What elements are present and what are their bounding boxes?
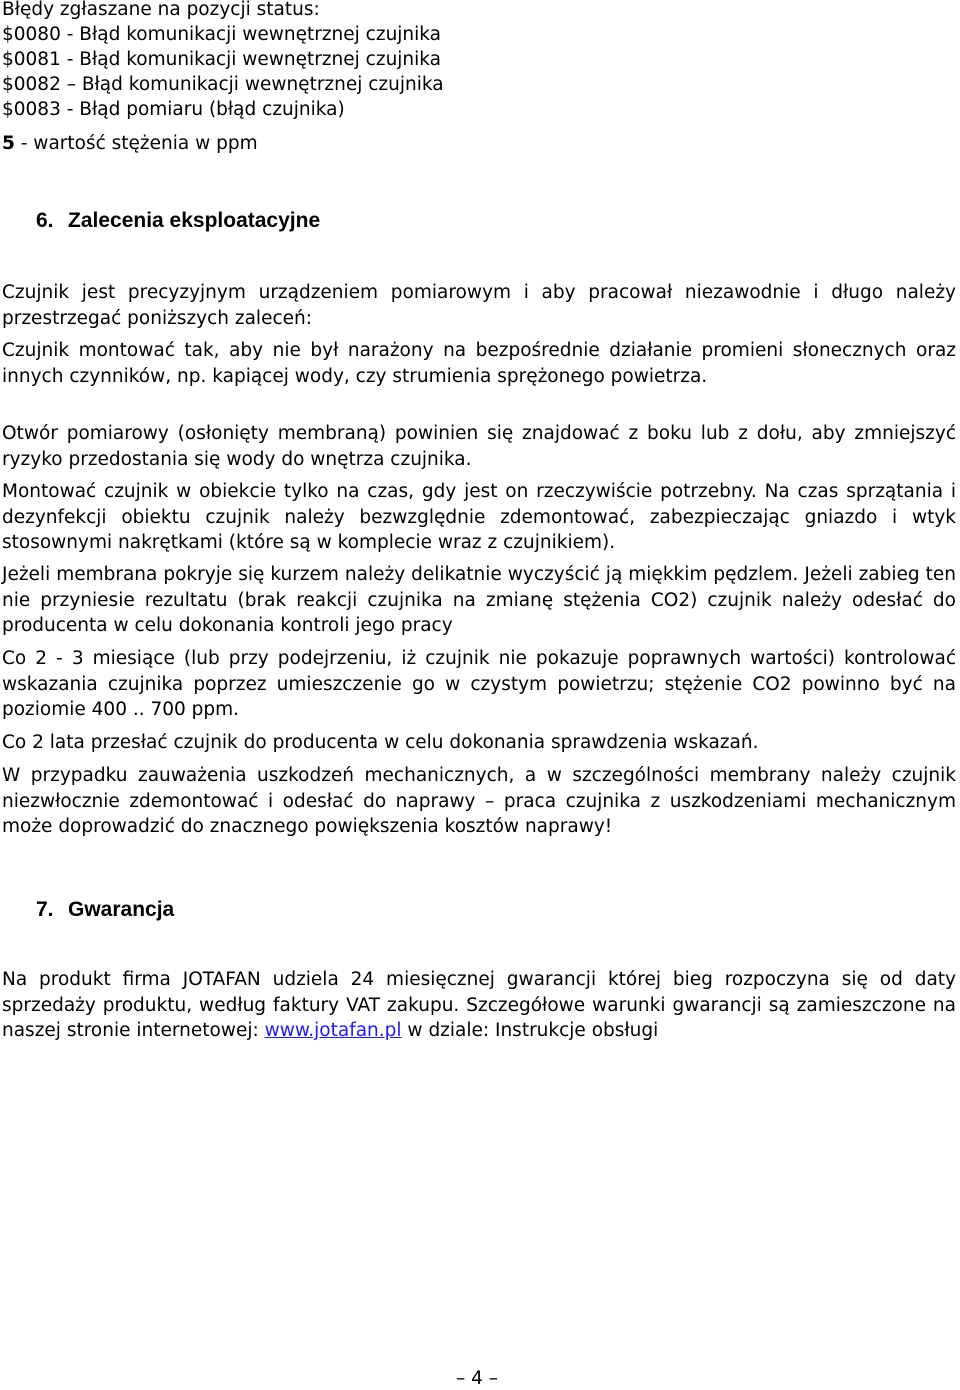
- section-6-paragraph: W przypadku zauważenia uszkodzeń mechanicznych, a w szczególności membrany należy czujnik niezwłocznie zdemontować i odesłać do naprawy – praca czujnika z uszkodzeniami mechanicznym może doprowadzić do znacznego powiększenia kosztów naprawy!: [2, 765, 956, 837]
- section-6-paragraph: Czujnik montować tak, aby nie był narażony na bezpośrednie działanie promieni słonecznych oraz innych czynników, np. kapiącej wody, czy strumienia sprężonego powietrza.: [2, 340, 956, 387]
- status-error-code: $0080 - Błąd komunikacji wewnętrznej czujnika: [2, 24, 442, 45]
- section-6-paragraph: Montować czujnik w obiekcie tylko na czas, gdy jest on rzeczywiście potrzebny. Na czas sprzątania i dezynfekcji obiektu czujnik należy bezwzględnie zdemontować, zabezpieczając gniazdo i wtyk stosownymi nakrętkami (które są w komplecie wraz z czujnikiem).: [2, 481, 956, 553]
- section-6-number: 6.: [36, 209, 54, 232]
- status-error-code: $0081 - Błąd komunikacji wewnętrznej czujnika: [2, 49, 442, 70]
- status-errors-heading: Błędy zgłaszane na pozycji status:: [2, 0, 320, 20]
- section-7-title: Gwarancja: [68, 898, 175, 921]
- section-7-paragraph: [2, 967, 956, 1044]
- section-6-paragraph: Co 2 lata przesłać czujnik do producenta w celu dokonania sprawdzenia wskazań.: [2, 732, 759, 753]
- item-5-text: - wartość stężenia w ppm: [14, 133, 258, 154]
- section-7-heading: [36, 897, 174, 923]
- section-6-heading: [36, 208, 320, 234]
- warranty-text: Na produkt firma JOTAFAN udziela 24 miesięcznej gwarancji której bieg rozpoczyna się od daty sprzedaży produktu, według faktury VAT zakupu. Szczegółowe warunki gwarancji są zamieszczone na naszej stronie internetowej:: [2, 969, 956, 1041]
- page-number: – 4 –: [456, 1368, 499, 1389]
- section-6-paragraph: Jeżeli membrana pokryje się kurzem należy delikatnie wyczyścić ją miękkim pędzlem. Jeżeli zabieg ten nie przyniesie rezultatu (brak reakcji czujnika na zmianę stężenia CO2) czujnik należy odesłać do producenta w celu dokonania kontroli jego pracy: [2, 564, 956, 636]
- section-6-title: Zalecenia eksploatacyjne: [68, 209, 321, 232]
- section-6-paragraph: Otwór pomiarowy (osłonięty membraną) powinien się znajdować z boku lub z dołu, aby zmniejszyć ryzyko przedostania się wody do wnętrza czujnika.: [2, 423, 956, 470]
- section-7-number: 7.: [36, 898, 54, 921]
- section-6-paragraph: Co 2 - 3 miesiące (lub przy podejrzeniu, iż czujnik nie pokazuje poprawnych wartości) kontrolować wskazania czujnika poprzez umieszczenie go w czystym powietrzu; stężenie CO2 powinno być na poziomie 400 .. 700 ppm.: [2, 648, 956, 720]
- warranty-text-end: w dziale: Instrukcje obsługi: [401, 1020, 659, 1041]
- status-error-code: $0083 - Błąd pomiaru (błąd czujnika): [2, 99, 345, 120]
- section-6-intro: Czujnik jest precyzyjnym urządzeniem pomiarowym i aby pracował niezawodnie i długo należy przestrzegać poniższych zaleceń:: [2, 282, 956, 329]
- website-link[interactable]: www.jotafan.pl: [264, 1020, 402, 1041]
- status-error-code: $0082 – Błąd komunikacji wewnętrznej czujnika: [2, 74, 444, 95]
- item-5-line: [2, 131, 258, 156]
- item-5-number: 5: [2, 133, 15, 154]
